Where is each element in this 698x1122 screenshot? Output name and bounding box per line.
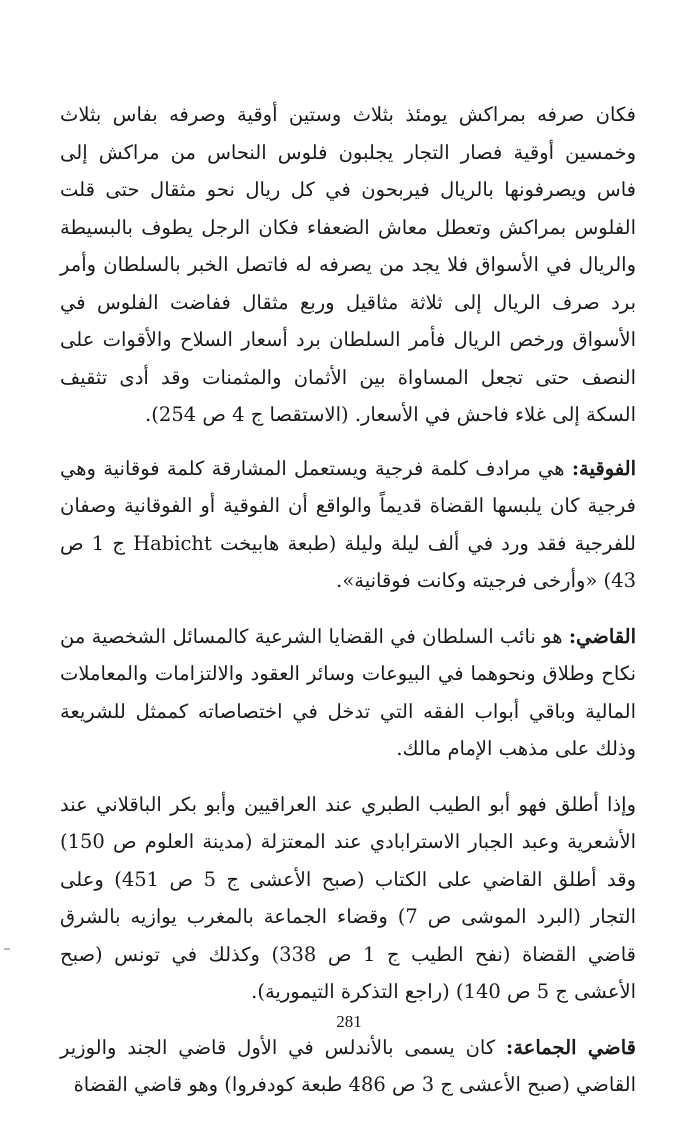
paragraph-currency-exchange	[60, 96, 636, 434]
scan-edge-mark	[4, 948, 10, 950]
paragraph-qadi-aljamaa	[60, 1029, 636, 1104]
paragraph-alqadi-usage	[60, 786, 636, 1011]
paragraph-alqadi	[60, 618, 636, 768]
paragraph-alfawqiya	[60, 450, 636, 600]
paragraph-text: هو نائب السلطان في القضايا الشرعية كالمسائل الشخصية من نكاح وطلاق ونحوهما في البيوعات وسائر العقود والالتزامات والمعاملات المالية وباقي أبواب الفقه التي تدخل في اختصاصاته كممثل للشريعة وذلك على مذهب الإمام مالك.	[60, 624, 636, 760]
page-body	[60, 96, 636, 1122]
term-heading-qadi-aljamaa: قاضي الجماعة:	[506, 1035, 637, 1059]
term-heading-alqadi: القاضي:	[568, 624, 636, 648]
paragraph-text: كان يسمى بالأندلس في الأول قاضي الجند والوزير القاضي (صبح الأعشى ج 3 ص 486 طبعة كودفروا) وهو قاضي القضاة	[60, 1035, 636, 1096]
paragraph-text: هي مرادف كلمة فرجية ويستعمل المشارقة كلمة فوقانية وهي فرجية كان يلبسها القضاة قديماً والواقع أن الفوقية أو الفوقانية وصفان للفرجية فقد ورد في ألف ليلة وليلة (طبعة هابيخت Habicht ج 1 ص 43) «وأرخى فرجيته وكانت فوقانية».	[60, 456, 637, 592]
term-heading-alfawqiya: الفوقية:	[571, 456, 636, 480]
paragraph-text: فكان صرفه بمراكش يومئذ بثلاث وستين أوقية وصرفه بفاس بثلاث وخمسين أوقية فصار التجار يجلبون فلوس النحاس من مراكش إلى فاس ويصرفونها بالريال فيربحون في كل ريال نحو مثقال حتى قلت الفلوس بمراكش وتعطل معاش الضعفاء فكان الرجل يطوف بالبسيطة والريال في الأسواق فلا يجد من يصرفه له فاتصل الخبر بالسلطان وأمر برد صرف الريال إلى ثلاثة مثاقيل وربع مثقال ففاضت الفلوس في الأسواق ورخص الريال فأمر السلطان برد أسعار السلاح والأقوات على النصف حتى تجعل المساواة بين الأثمان والمثمنات وقد أدى تثقيف السكة إلى غلاء فاحش في الأسعار. (الاستقصا ج 4 ص 254).	[60, 103, 636, 426]
page-number: 281	[336, 1012, 362, 1031]
paragraph-text: وإذا أطلق فهو أبو الطيب الطبري عند العراقيين وأبو بكر الباقلاني عند الأشعرية وعبد الجبار الاسترابادي عند المعتزلة (مدينة العلوم ص 150) وقد أطلق القاضي على الكتاب (صبح الأعشى ج 5 ص 451) وعلى التجار (البرد الموشى ص 7) وقضاء الجماعة بالمغرب يوازيه بالشرق قاضي القضاة (نفح الطيب ج 1 ص 338) وكذلك في تونس (صبح الأعشى ج 5 ص 140) (راجع التذكرة التيمورية).	[60, 792, 636, 1003]
